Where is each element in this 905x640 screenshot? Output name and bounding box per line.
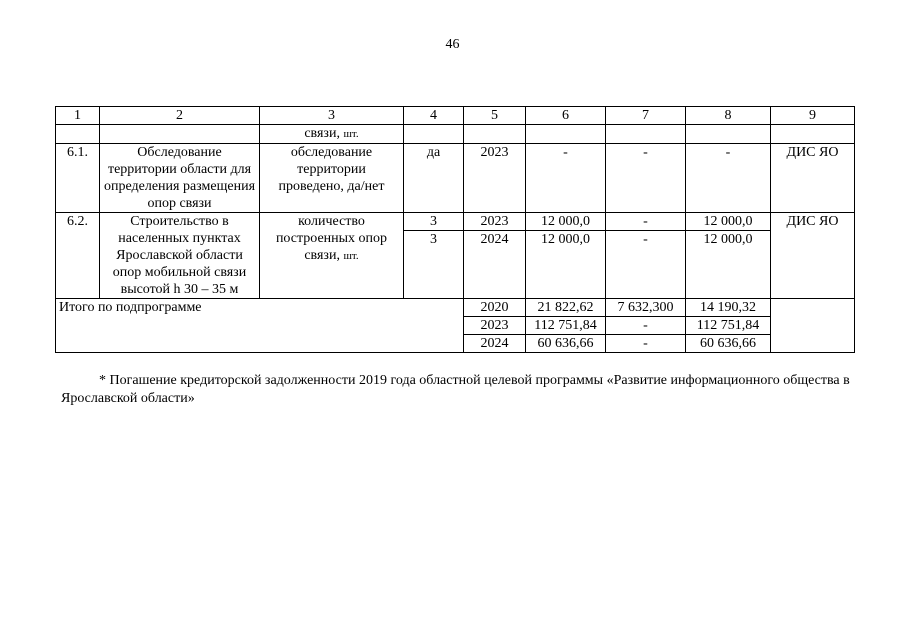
- continuation-indicator: связи, шт.: [260, 125, 404, 144]
- header-cell: 9: [771, 107, 855, 125]
- continuation-row: [56, 125, 855, 144]
- totals-total: 21 822,62: [526, 299, 606, 317]
- program-table: [55, 106, 855, 353]
- row-name: Обследование территории области для определения размещения опор связи: [100, 144, 260, 213]
- row-indicator: обследование территории проведено, да/нет: [260, 144, 404, 213]
- totals-total: 60 636,66: [526, 335, 606, 353]
- row-target: 3: [404, 213, 464, 231]
- totals-col7: -: [606, 335, 686, 353]
- totals-col7: -: [606, 317, 686, 335]
- row-name: Строительство в населенных пунктах Ярославской области опор мобильной связи высотой h 30 – 35 м: [100, 213, 260, 299]
- totals-row: [56, 299, 855, 317]
- header-row: [56, 107, 855, 125]
- header-cell: 7: [606, 107, 686, 125]
- row-total: 12 000,0: [526, 231, 606, 299]
- header-cell: 2: [100, 107, 260, 125]
- totals-label: Итого по подпрограмме: [56, 299, 464, 353]
- header-cell: 5: [464, 107, 526, 125]
- header-cell: 8: [686, 107, 771, 125]
- totals-year: 2023: [464, 317, 526, 335]
- table-row: [56, 213, 855, 231]
- row-total: -: [526, 144, 606, 213]
- row-col8: 12 000,0: [686, 213, 771, 231]
- header-cell: 4: [404, 107, 464, 125]
- totals-year: 2024: [464, 335, 526, 353]
- row-target: да: [404, 144, 464, 213]
- row-col8: -: [686, 144, 771, 213]
- page-number: 46: [445, 37, 460, 52]
- totals-col8: 112 751,84: [686, 317, 771, 335]
- row-year: 2023: [464, 144, 526, 213]
- footnote: * Погашение кредиторской задолженности 2019 года областной целевой программы «Развитие информационного общества в Ярославской области»: [61, 373, 850, 406]
- row-col8: 12 000,0: [686, 231, 771, 299]
- row-col7: -: [606, 213, 686, 231]
- row-executor: ДИС ЯО: [771, 213, 855, 299]
- header-cell: 3: [260, 107, 404, 125]
- header-cell: 1: [56, 107, 100, 125]
- row-col7: -: [606, 231, 686, 299]
- row-number: 6.2.: [56, 213, 100, 299]
- table-row: [56, 144, 855, 213]
- totals-col7: 7 632,300: [606, 299, 686, 317]
- header-cell: 6: [526, 107, 606, 125]
- row-year: 2024: [464, 231, 526, 299]
- row-executor: ДИС ЯО: [771, 144, 855, 213]
- totals-col8: 14 190,32: [686, 299, 771, 317]
- row-target: 3: [404, 231, 464, 299]
- row-total: 12 000,0: [526, 213, 606, 231]
- totals-total: 112 751,84: [526, 317, 606, 335]
- row-indicator: количество построенных опор связи, шт.: [260, 213, 404, 299]
- row-col7: -: [606, 144, 686, 213]
- totals-col8: 60 636,66: [686, 335, 771, 353]
- row-number: 6.1.: [56, 144, 100, 213]
- row-year: 2023: [464, 213, 526, 231]
- totals-year: 2020: [464, 299, 526, 317]
